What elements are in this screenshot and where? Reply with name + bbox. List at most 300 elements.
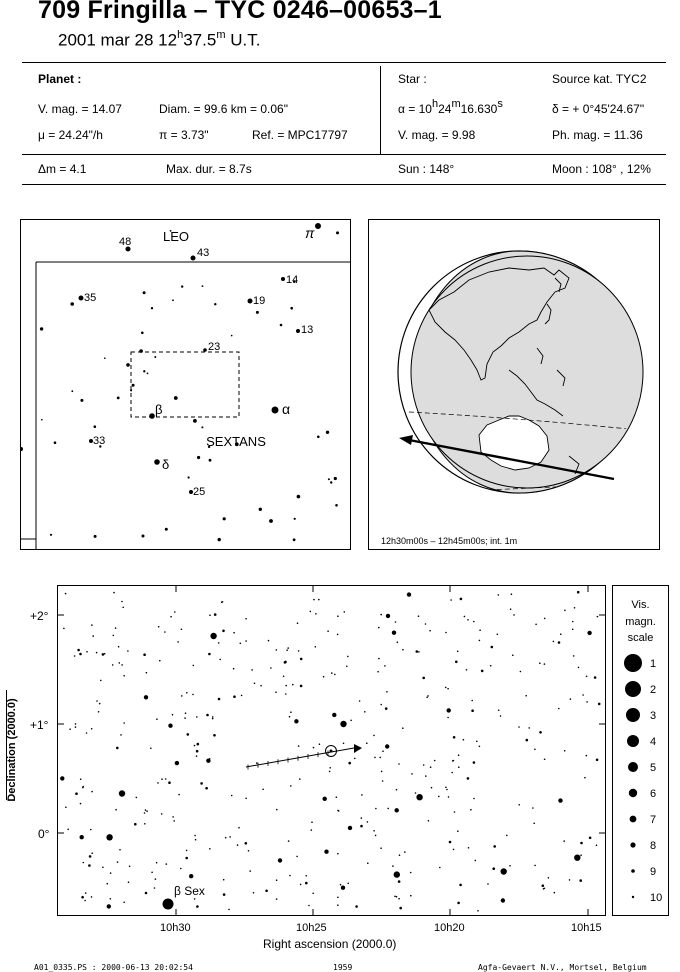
detail-star <box>445 787 447 789</box>
detail-star <box>102 867 104 869</box>
detail-star <box>344 611 346 613</box>
detail-star <box>544 663 546 665</box>
star-label-alpha: α <box>282 401 291 417</box>
detail-star <box>560 633 562 635</box>
detail-star <box>520 671 522 673</box>
detail-star <box>300 884 302 886</box>
detail-star <box>373 830 375 832</box>
detail-star <box>387 808 389 810</box>
detail-star <box>260 685 262 687</box>
detail-star <box>337 615 339 617</box>
detail-star <box>438 796 440 798</box>
detail-star <box>584 777 586 779</box>
detail-star <box>374 757 376 759</box>
legend-label-mag-9: 9 <box>650 866 657 878</box>
detail-star <box>578 667 580 669</box>
header-rule-bottom <box>22 184 666 185</box>
sun-elongation: Sun : 148° <box>398 162 455 176</box>
detail-star <box>460 598 463 601</box>
field-star <box>280 324 283 327</box>
detail-star <box>451 772 453 774</box>
detail-star <box>473 761 476 764</box>
planet-pi: π = 3.73" <box>159 128 209 142</box>
detail-star <box>598 703 601 706</box>
globe-time-caption: 12h30m00s – 12h45m00s; int. 1m <box>381 536 518 546</box>
detail-star <box>526 739 529 742</box>
detail-star <box>425 775 427 777</box>
detail-star <box>564 750 566 752</box>
detail-star <box>548 877 550 879</box>
detail-star <box>348 762 351 765</box>
detail-star <box>289 716 291 718</box>
detail-star <box>542 884 545 887</box>
delta-mag: Δm = 4.1 <box>38 162 87 176</box>
detail-star <box>196 750 199 753</box>
detail-star <box>219 659 221 661</box>
star-alpha: α = 10h24m16.630s <box>398 98 503 116</box>
ra-tick-1030: 10h30 <box>160 922 191 934</box>
detail-star <box>225 837 227 839</box>
detail-star <box>233 632 235 634</box>
detail-star <box>336 796 338 798</box>
star-label-19: 19 <box>253 295 266 307</box>
field-star <box>201 426 203 428</box>
detail-star <box>382 780 384 782</box>
detail-star <box>553 641 555 643</box>
detail-star <box>512 654 514 656</box>
legend-label-mag-2: 2 <box>650 684 657 696</box>
detail-star <box>453 736 456 739</box>
detail-star <box>154 887 156 889</box>
detail-star <box>422 677 425 680</box>
star-source: Source kat. TYC2 <box>552 72 647 86</box>
detail-star <box>129 866 131 868</box>
detail-star <box>75 726 77 728</box>
detail-star <box>285 685 287 687</box>
header-rule-top <box>22 62 666 63</box>
detail-star <box>63 628 65 630</box>
detail-star <box>513 614 515 616</box>
legend-dot-mag-10 <box>632 896 634 898</box>
detail-star <box>218 642 220 644</box>
detail-star <box>580 842 583 845</box>
detail-star <box>85 892 87 894</box>
detail-star <box>398 880 401 883</box>
detail-star <box>184 717 186 719</box>
detail-star <box>75 723 77 725</box>
detail-star <box>276 879 278 881</box>
detail-chart-svg <box>58 586 605 915</box>
detail-star <box>340 884 342 886</box>
detail-star <box>574 855 580 861</box>
detail-star <box>113 635 115 637</box>
detail-star <box>471 700 473 702</box>
named-star <box>154 459 160 465</box>
detail-star <box>492 867 495 870</box>
detail-star <box>283 676 285 678</box>
detail-star <box>91 852 93 854</box>
detail-star <box>181 695 183 697</box>
detail-star <box>337 634 339 636</box>
detail-star <box>212 716 214 718</box>
detail-star <box>310 611 312 613</box>
detail-star <box>331 672 333 674</box>
field-star <box>94 425 97 428</box>
field-star <box>326 431 329 434</box>
detail-star <box>256 762 258 764</box>
detail-star <box>82 786 84 788</box>
star-label-14: 14 <box>286 274 299 286</box>
named-star <box>248 299 253 304</box>
detail-star <box>194 835 196 837</box>
field-star <box>218 538 221 541</box>
detail-star <box>506 835 508 837</box>
detail-star <box>238 827 240 829</box>
detail-star <box>380 847 382 849</box>
detail-star <box>222 630 225 633</box>
detail-star <box>186 692 188 694</box>
globe-svg <box>369 220 659 549</box>
field-star <box>290 307 293 310</box>
named-star <box>272 407 279 414</box>
detail-star <box>311 829 313 831</box>
detail-star <box>270 667 272 669</box>
detail-star <box>539 662 541 664</box>
event-date: 2001 mar 28 12$^h$37.5$^m$ U.T. <box>58 29 261 50</box>
planet-heading: Planet : <box>38 72 82 86</box>
detail-star <box>385 707 388 710</box>
detail-star <box>586 755 588 757</box>
legend-label-mag-4: 4 <box>650 736 657 748</box>
detail-star <box>121 601 123 603</box>
detail-star <box>416 794 422 800</box>
detail-star <box>158 626 160 628</box>
dec-tick-1: +1° <box>30 718 49 732</box>
detail-star <box>144 695 148 699</box>
detail-star <box>297 622 299 624</box>
detail-star <box>418 651 420 653</box>
detail-star <box>248 850 250 852</box>
field-star <box>335 504 338 507</box>
detail-star <box>196 755 198 757</box>
planet-ref: Ref. = MPC17797 <box>252 128 348 142</box>
star-label-48: 48 <box>119 236 132 248</box>
detail-star <box>582 694 584 696</box>
detail-star <box>453 849 455 851</box>
detail-star <box>475 860 477 862</box>
detail-star <box>410 872 412 874</box>
detail-star <box>563 840 565 842</box>
legend-label-mag-5: 5 <box>650 762 657 774</box>
detail-star <box>501 868 507 874</box>
detail-star <box>134 823 137 826</box>
star-label-35: 35 <box>84 292 97 304</box>
detail-star <box>143 653 146 656</box>
detail-star <box>450 599 452 601</box>
detail-star <box>189 874 193 878</box>
legend-label-mag-8: 8 <box>650 840 657 852</box>
detail-star <box>498 594 500 596</box>
detail-star <box>558 708 560 710</box>
footer-file: A01_0335.PS : 2000-06-13 20:02:54 <box>34 963 193 972</box>
detail-star <box>535 624 537 626</box>
detail-star <box>539 731 542 734</box>
field-star <box>317 436 320 439</box>
detail-star <box>323 797 327 801</box>
detail-star <box>418 615 420 617</box>
detail-star <box>196 905 199 908</box>
detail-star <box>398 763 400 765</box>
detail-star <box>397 641 399 643</box>
detail-star <box>112 664 114 666</box>
detail-star <box>470 809 472 811</box>
asteroid-track-arrow <box>354 744 362 753</box>
field-star <box>132 384 135 387</box>
detail-star <box>430 766 432 768</box>
detail-star <box>466 669 468 671</box>
field-star <box>147 373 149 375</box>
detail-star <box>308 905 310 907</box>
detail-star <box>74 655 76 657</box>
detail-star <box>116 747 119 750</box>
field-star <box>104 357 106 359</box>
detail-star <box>172 714 174 716</box>
detail-star <box>80 778 82 780</box>
legend-label-mag-3: 3 <box>650 710 657 722</box>
detail-star <box>396 896 398 898</box>
detail-star <box>161 813 163 815</box>
detail-star <box>296 856 298 858</box>
detail-star <box>394 871 400 877</box>
detail-star <box>151 872 153 874</box>
field-star <box>154 356 156 358</box>
named-star <box>149 413 155 419</box>
detail-star <box>290 711 292 713</box>
legend-dot-mag-9 <box>631 869 635 873</box>
legend-dot-mag-5 <box>628 762 638 772</box>
detail-star <box>395 808 399 812</box>
detail-star <box>186 850 188 852</box>
detail-star <box>165 778 167 780</box>
detail-star <box>313 599 315 601</box>
field-star <box>293 538 296 541</box>
detail-star <box>510 608 512 610</box>
named-star <box>315 223 321 229</box>
detail-star <box>587 631 591 635</box>
magnitude-legend <box>612 585 669 916</box>
named-star <box>191 256 196 261</box>
detail-star <box>439 867 441 869</box>
detail-star <box>170 616 172 618</box>
detail-star <box>426 697 428 699</box>
beta-sex-star <box>163 899 174 910</box>
detail-star <box>127 650 129 652</box>
field-star <box>165 528 168 531</box>
detail-star <box>459 884 462 887</box>
detail-star <box>172 816 174 818</box>
detail-star <box>84 900 86 902</box>
detail-star <box>361 817 363 819</box>
detail-star <box>395 621 397 623</box>
detail-star <box>150 748 152 750</box>
detail-star <box>398 898 400 900</box>
named-star <box>296 329 300 333</box>
detail-star <box>454 811 456 813</box>
detail-star <box>194 745 196 747</box>
detail-star <box>81 896 84 899</box>
detail-star <box>402 649 404 651</box>
planet-vmag: V. mag. = 14.07 <box>38 102 122 116</box>
detail-star <box>299 778 301 780</box>
detail-star <box>570 698 572 700</box>
detail-star <box>208 653 211 656</box>
detail-star <box>380 614 382 616</box>
detail-star <box>379 757 381 759</box>
detail-star <box>249 870 251 872</box>
detail-star <box>195 839 197 841</box>
ra-tick-1020: 10h20 <box>434 922 465 934</box>
detail-star <box>98 711 100 713</box>
detail-star <box>498 710 500 712</box>
detail-star <box>385 744 389 748</box>
detail-star <box>91 728 93 730</box>
star-delta: δ = + 0°45'24.67" <box>552 102 645 116</box>
detail-star <box>90 829 92 831</box>
detail-star <box>410 895 412 897</box>
sextans-label: SEXTANS <box>206 434 266 449</box>
detail-star <box>276 809 278 811</box>
legend-label-mag-1: 1 <box>650 658 657 670</box>
detail-star <box>233 668 235 670</box>
detail-star <box>205 787 208 790</box>
detail-star <box>501 898 505 902</box>
detail-star <box>284 661 287 664</box>
detail-star <box>479 640 481 642</box>
detail-star <box>180 868 182 870</box>
footer-number: 1959 <box>333 963 353 972</box>
detail-star <box>477 910 479 912</box>
detail-star <box>343 743 345 745</box>
legend-dot-mag-2 <box>625 681 641 697</box>
field-star <box>202 285 204 287</box>
leo-label: LEO <box>162 229 190 244</box>
detail-star <box>415 792 417 794</box>
dec-axis-label: Declination (2000.0) <box>6 698 18 802</box>
detail-star <box>364 711 366 713</box>
detail-star <box>288 840 290 842</box>
detail-star <box>318 599 320 601</box>
named-star <box>142 535 145 538</box>
detail-star <box>487 883 489 885</box>
footer-credit: Agfa-Gevaert N.V., Mortsel, Belgium <box>478 963 647 972</box>
detail-star <box>286 649 288 651</box>
detail-star <box>455 661 458 664</box>
detail-star <box>350 720 352 722</box>
detail-star <box>92 635 94 637</box>
detail-star <box>367 862 369 864</box>
detail-star <box>407 592 411 596</box>
detail-star <box>268 640 270 642</box>
detail-star <box>337 904 339 906</box>
field-star <box>330 481 332 483</box>
field-star <box>334 477 337 480</box>
detail-star <box>181 629 183 631</box>
detail-star <box>115 627 117 629</box>
detail-star <box>384 665 386 667</box>
detail-star <box>156 718 158 720</box>
detail-star <box>119 662 121 664</box>
named-star <box>21 447 23 451</box>
detail-star <box>145 892 148 895</box>
detail-star <box>594 676 597 679</box>
field-star <box>297 495 301 499</box>
detail-star <box>428 820 430 822</box>
detail-star <box>315 613 317 615</box>
detail-star <box>544 888 546 890</box>
detail-star <box>411 773 413 775</box>
detail-star <box>457 830 459 832</box>
detail-star <box>245 618 247 620</box>
detail-star <box>427 695 429 697</box>
detail-star <box>572 621 574 623</box>
detail-star <box>399 854 401 856</box>
detail-star <box>88 864 91 867</box>
detail-star <box>332 713 336 717</box>
detail-star <box>373 735 375 737</box>
legend-dot-mag-6 <box>629 789 637 797</box>
detail-star <box>473 798 475 800</box>
detail-star <box>107 904 111 908</box>
detail-star <box>136 797 138 799</box>
detail-star <box>534 865 536 867</box>
detail-star <box>144 812 146 814</box>
detail-chart <box>57 585 606 916</box>
star-label-33: 33 <box>93 435 106 447</box>
detail-star <box>392 631 396 635</box>
detail-star <box>312 893 314 895</box>
detail-star <box>416 650 419 653</box>
detail-star <box>402 727 404 729</box>
field-star <box>259 508 262 511</box>
star-label-delta: δ <box>162 457 170 472</box>
detail-star <box>399 907 402 910</box>
constellation-map <box>20 219 351 550</box>
detail-star <box>300 685 303 688</box>
ra-tick-1015: 10h15 <box>571 922 602 934</box>
detail-star <box>196 716 198 718</box>
detail-star <box>218 698 221 701</box>
detail-star <box>354 758 356 760</box>
detail-star <box>467 619 469 621</box>
detail-star <box>86 651 88 653</box>
detail-star <box>287 647 289 649</box>
detail-star <box>525 695 527 697</box>
detail-star <box>596 845 598 847</box>
detail-star <box>86 732 88 734</box>
detail-star <box>447 717 449 719</box>
field-star <box>336 231 339 234</box>
detail-star <box>123 722 125 724</box>
detail-star <box>77 649 80 652</box>
detail-star <box>458 754 460 756</box>
detail-star <box>479 629 481 631</box>
detail-star <box>533 823 535 825</box>
detail-star <box>532 807 534 809</box>
detail-star <box>99 703 101 705</box>
detail-star <box>177 641 179 643</box>
legend-label-mag-7: 7 <box>650 814 657 826</box>
detail-star <box>375 835 377 837</box>
